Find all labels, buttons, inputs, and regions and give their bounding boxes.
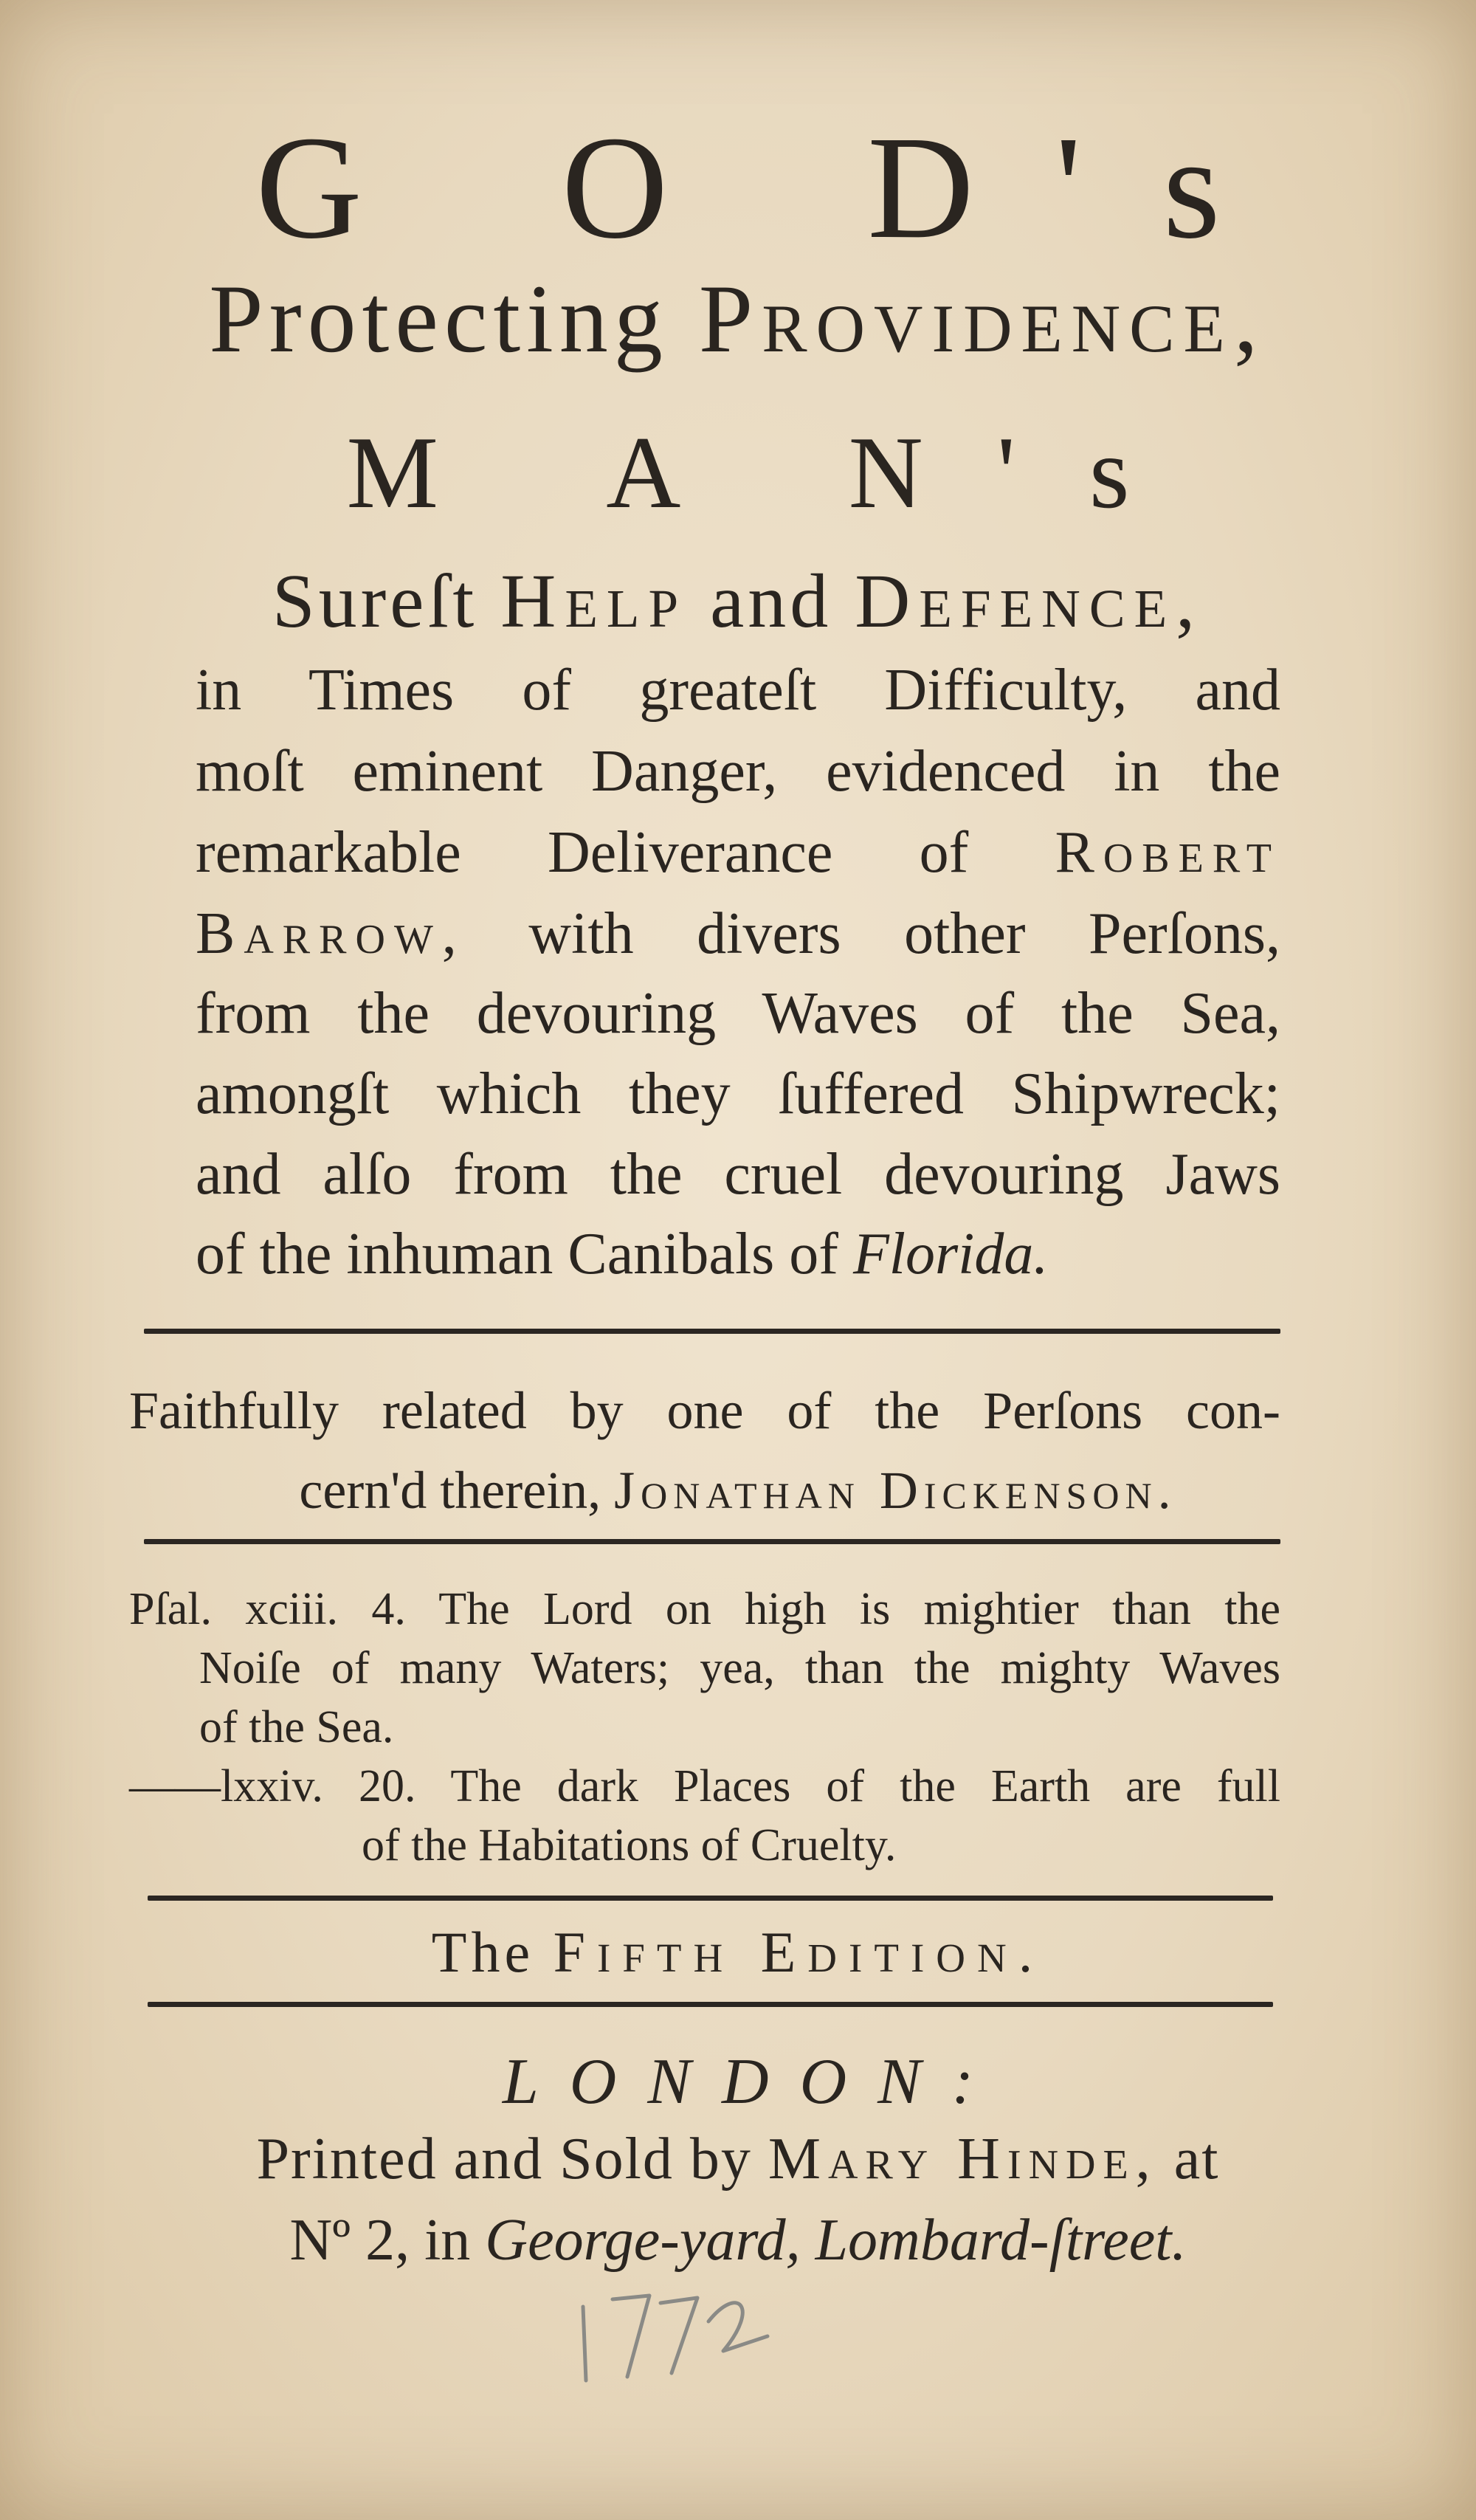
imprint-number: Nº 2, in [289, 2208, 471, 2273]
divider-rule [144, 1539, 1280, 1544]
body-line-4 [196, 901, 1280, 968]
title-providence: Providence, [698, 264, 1267, 373]
name-robert: Robert [1055, 820, 1281, 885]
imprint-line-2 [0, 2207, 1476, 2274]
body-line-8-text: of the inhuman Canibals of [196, 1222, 838, 1287]
title-and: and [710, 559, 832, 644]
place-florida: Florida. [852, 1222, 1049, 1287]
body-line-1: in Times of greateſt Difficulty, and [196, 658, 1280, 723]
imprint-city: LONDON: [502, 2046, 1005, 2118]
body-line-6: amongſt which they ſuffered Shipwreck; [196, 1061, 1280, 1126]
edition-statement [0, 1919, 1476, 1986]
divider-rule [148, 2002, 1273, 2007]
title-mans: M A N's [346, 416, 1204, 530]
title-surest-help [0, 557, 1476, 645]
name-barrow: Barrow, [196, 901, 466, 966]
imprint-lombard-street: Lombard-ſtreet. [815, 2208, 1187, 2273]
body-line-3-text: remarkable Deliverance of [196, 820, 969, 885]
body-line-5: from the devouring Waves of the Sea, [196, 981, 1280, 1046]
epigraph-line-5: of the Habitations of Cruelty. [362, 1820, 897, 1870]
body-line-8 [196, 1221, 1280, 1288]
imprint-george-yard: George-yard, [485, 2208, 801, 2273]
epigraph-line-3: of the Sea. [199, 1702, 394, 1752]
epigraph-line-1: Pſal. xciii. 4. The Lord on high is mightier than the [129, 1584, 1280, 1634]
title-protecting: Protecting [209, 264, 669, 373]
edition-fifth: Fifth Edition. [553, 1920, 1045, 1984]
imprint-line-1 [0, 2126, 1476, 2193]
title-defence: Defence, [855, 559, 1204, 644]
title-surest: Sureſt [272, 559, 478, 644]
title-help: Help [500, 559, 688, 644]
title-gods: G O D's [255, 106, 1302, 269]
handwritten-year-mark [568, 2277, 790, 2395]
body-line-4-text: with divers other Perſons, [528, 901, 1281, 966]
body-line-7: and alſo from the cruel devouring Jaws [196, 1142, 1280, 1207]
divider-rule [148, 1896, 1273, 1901]
body-line-3 [196, 819, 1280, 887]
attribution-line-1: Faithfully related by one of the Perſons con- [129, 1381, 1280, 1440]
attribution-line-2 [0, 1460, 1476, 1521]
name-mary-hinde: Mary Hinde, [768, 2127, 1158, 2192]
imprint-printed-by: Printed and Sold by [256, 2127, 752, 2192]
epigraph-line-4: ——lxxiv. 20. The dark Places of the Earth are full [129, 1761, 1280, 1811]
body-line-2: moſt eminent Danger, evidenced in the [196, 739, 1280, 804]
epigraph-line-2: Noiſe of many Waters; yea, than the mighty Waves [199, 1643, 1280, 1693]
title-protecting-providence [0, 262, 1476, 375]
attribution-line-2-text: cern'd therein, [299, 1461, 601, 1520]
imprint-at: at [1173, 2127, 1220, 2192]
edition-the: The [431, 1920, 535, 1984]
divider-rule [144, 1329, 1280, 1334]
name-jonathan-dickenson: Jonathan Dickenson. [614, 1461, 1177, 1520]
